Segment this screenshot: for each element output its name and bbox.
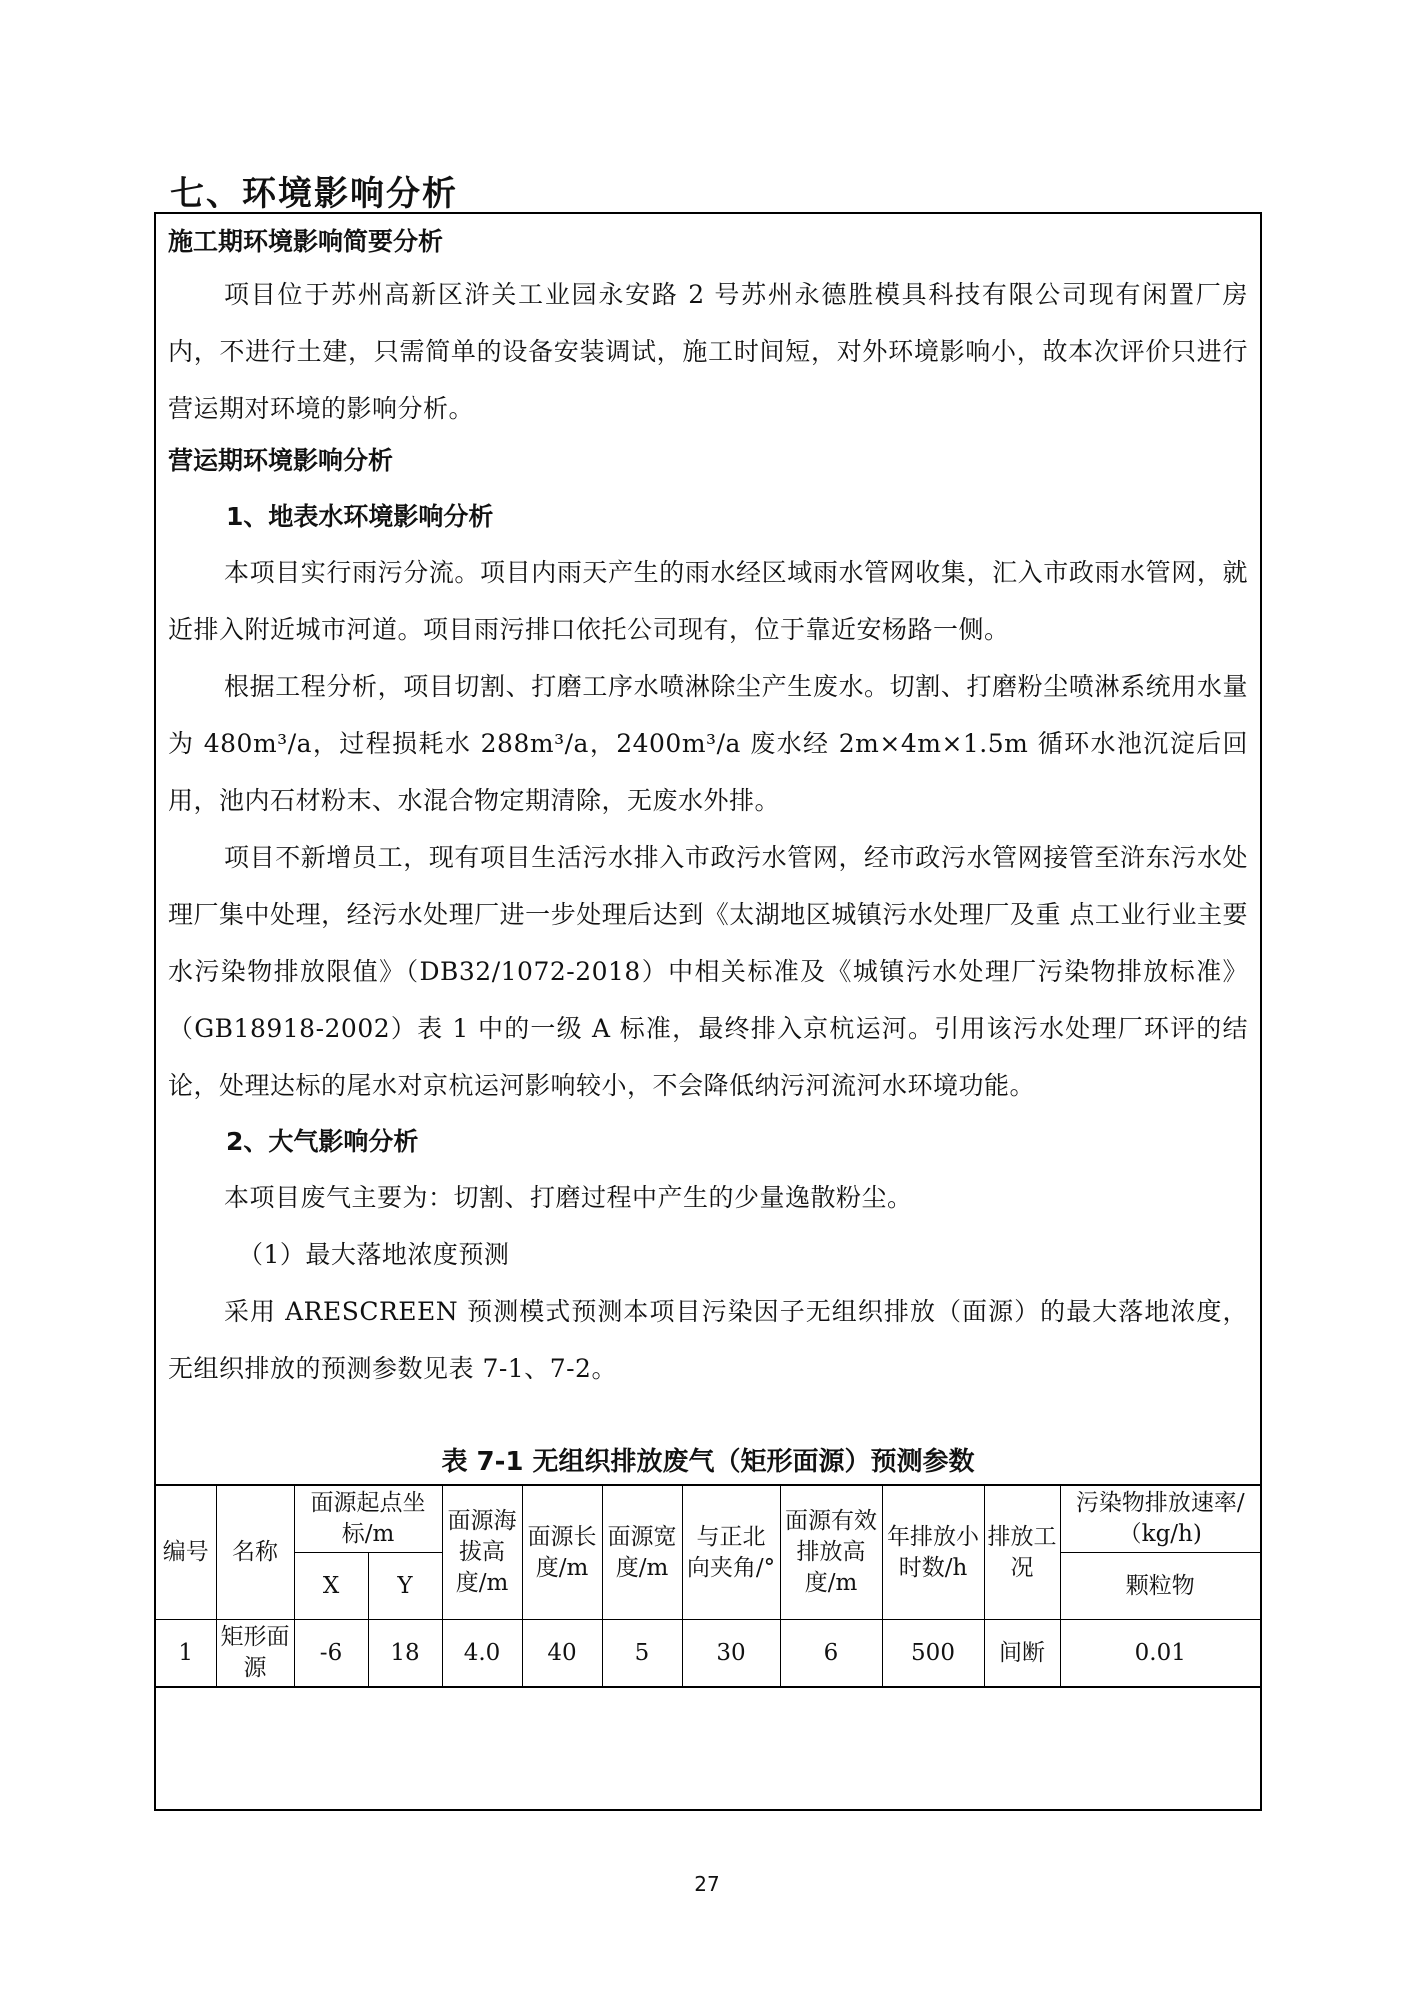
header-origin: 面源起点坐标/m — [294, 1485, 442, 1553]
header-rate: 污染物排放速率/（kg/h) — [1060, 1485, 1260, 1553]
surface-water-heading: 1、地表水环境影响分析 — [226, 502, 494, 531]
content-frame — [154, 212, 1262, 1811]
header-condition: 排放工况 — [984, 1485, 1060, 1620]
operation-heading: 营运期环境影响分析 — [168, 446, 394, 475]
cell-length: 40 — [522, 1620, 602, 1688]
header-y: Y — [368, 1553, 442, 1620]
construction-paragraph: 项目位于苏州高新区浒关工业园永安路 2 号苏州永德胜模具科技有限公司现有闲置厂房内，不进行土建，只需简单的设备安装调试，施工时间短，对外环境影响小，故本次评价只进行营运期对环境的影响分析。 — [168, 280, 1248, 423]
prediction-parameters-table — [156, 1484, 1260, 1688]
header-hours: 年排放小时数/h — [882, 1485, 984, 1620]
table-header-row — [156, 1485, 1260, 1553]
air-heading: 2、大气影响分析 — [226, 1127, 419, 1156]
header-height: 面源有效排放高度/m — [780, 1485, 882, 1620]
cell-height: 6 — [780, 1620, 882, 1688]
surface-water-paragraph-1: 本项目实行雨污分流。项目内雨天产生的雨水经区域雨水管网收集，汇入市政雨水管网，就近排入附近城市河道。项目雨污排口依托公司现有，位于靠近安杨路一侧。 — [168, 558, 1248, 644]
cell-hours: 500 — [882, 1620, 984, 1688]
page-number: 27 — [694, 1872, 720, 1896]
cell-particulate: 0.01 — [1060, 1620, 1260, 1688]
header-length: 面源长度/m — [522, 1485, 602, 1620]
header-particulate: 颗粒物 — [1060, 1553, 1260, 1620]
cell-width: 5 — [602, 1620, 682, 1688]
header-name: 名称 — [216, 1485, 294, 1620]
air-paragraph-1: 本项目废气主要为：切割、打磨过程中产生的少量逸散粉尘。 — [224, 1183, 913, 1212]
cell-y: 18 — [368, 1620, 442, 1688]
table-row — [156, 1620, 1260, 1688]
section-title: 七、环境影响分析 — [170, 174, 458, 214]
construction-heading: 施工期环境影响简要分析 — [168, 227, 444, 256]
cell-angle: 30 — [682, 1620, 780, 1688]
cell-condition: 间断 — [984, 1620, 1060, 1688]
air-subheading: （1）最大落地浓度预测 — [238, 1240, 510, 1269]
cell-no: 1 — [156, 1620, 216, 1688]
table-caption: 表 7-1 无组织排放废气（矩形面源）预测参数 — [441, 1447, 975, 1477]
header-no: 编号 — [156, 1485, 216, 1620]
header-altitude: 面源海拔高度/m — [442, 1485, 522, 1620]
cell-name: 矩形面源 — [216, 1620, 294, 1688]
surface-water-paragraph-3: 项目不新增员工，现有项目生活污水排入市政污水管网，经市政污水管网接管至浒东污水处理厂集中处理，经污水处理厂进一步处理后达到《太湖地区城镇污水处理厂及重 点工业行业主要水污染物排放限值》（DB32/1072-2018）中相关标准及《城镇污水处理厂污染物排放标准》（GB18918-2002）表 1 中的一级 A 标准，最终排入京杭运河。引用该污水处理厂环评的结论，处理达标的尾水对京杭运河影响较小，不会降低纳污河流河水环境功能。 — [168, 843, 1248, 1100]
air-paragraph-2: 采用 ARESCREEN 预测模式预测本项目污染因子无组织排放（面源）的最大落地浓度，无组织排放的预测参数见表 7-1、7-2。 — [168, 1297, 1248, 1383]
header-x: X — [294, 1553, 368, 1620]
cell-altitude: 4.0 — [442, 1620, 522, 1688]
header-width: 面源宽度/m — [602, 1485, 682, 1620]
cell-x: -6 — [294, 1620, 368, 1688]
surface-water-paragraph-2: 根据工程分析，项目切割、打磨工序水喷淋除尘产生废水。切割、打磨粉尘喷淋系统用水量为 480m³/a，过程损耗水 288m³/a，2400m³/a 废水经 2m×4m×1.5m 循环水池沉淀后回用，池内石材粉末、水混合物定期清除，无废水外排。 — [168, 672, 1248, 815]
header-angle: 与正北向夹角/° — [682, 1485, 780, 1620]
